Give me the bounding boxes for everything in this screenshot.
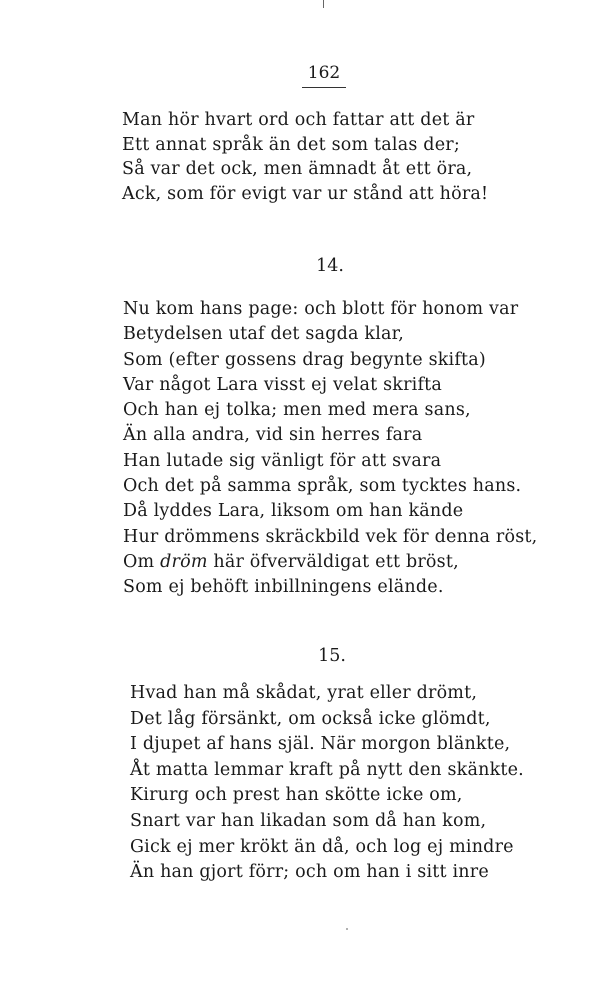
verse-line: Så var det ock, men ämnadt åt ett öra,: [122, 159, 473, 179]
verse-line: Kirurg och prest han skötte icke om,: [130, 785, 463, 806]
verse-line: Betydelsen utaf det sagda klar,: [123, 324, 405, 345]
verse-line: Var något Lara visst ej velat skrifta: [123, 374, 442, 395]
verse-line: [123, 550, 537, 575]
verse-text: här öfverväldigat ett bröst,: [207, 551, 459, 572]
verse-line: Han lutade sig vänligt för att svara: [123, 450, 442, 471]
italic-word: dröm: [160, 551, 208, 572]
stanza-13: [122, 108, 488, 206]
verse-line: Och det på samma språk, som tycktes hans.: [123, 476, 522, 497]
verse-line: Nu kom hans page: och blott för honom var: [123, 299, 519, 319]
verse-line: Och han ej tolka; men med mera sans,: [123, 400, 471, 421]
verse-line: Man hör hvart ord och fattar att det är: [122, 110, 475, 130]
verse-line: Snart var han likadan som då han kom,: [130, 810, 487, 831]
verse-line: Ett annat språk än det som talas der;: [122, 134, 460, 155]
verse-line: I djupet af hans själ. När morgon blänkte,: [130, 734, 511, 755]
stanza-15: [130, 681, 524, 886]
verse-line: Då lyddes Lara, liksom om han kände: [123, 501, 464, 522]
stanza-number-14: 14.: [316, 256, 344, 276]
verse-line: Som ej behöft inbillningens elände.: [123, 577, 444, 598]
stanza-14: [123, 297, 537, 601]
verse-line: Det låg försänkt, om också icke glömdt,: [130, 708, 491, 729]
verse-line: Än alla andra, vid sin herres fara: [123, 425, 423, 446]
page-edge-mark: [323, 0, 324, 8]
page-number-rule: [302, 87, 346, 88]
verse-line: Än han gjort förr; och om han i sitt inre: [130, 862, 489, 883]
paper-speck: [346, 928, 348, 930]
verse-line: Som (efter gossens drag begynte skifta): [123, 349, 486, 370]
verse-line: Hvad han må skådat, yrat eller drömt,: [130, 683, 478, 703]
stanza-number-15: 15.: [318, 646, 346, 666]
verse-text: Om: [123, 551, 161, 572]
verse-line: Gick ej mer krökt än då, och log ej mindre: [130, 836, 514, 857]
page-number: 162: [307, 63, 341, 83]
verse-line: Ack, som för evigt var ur stånd att höra!: [122, 183, 489, 204]
verse-line: Åt matta lemmar kraft på nytt den skänkte.: [130, 759, 524, 780]
verse-line: Hur drömmens skräckbild vek för denna röst,: [123, 526, 538, 547]
